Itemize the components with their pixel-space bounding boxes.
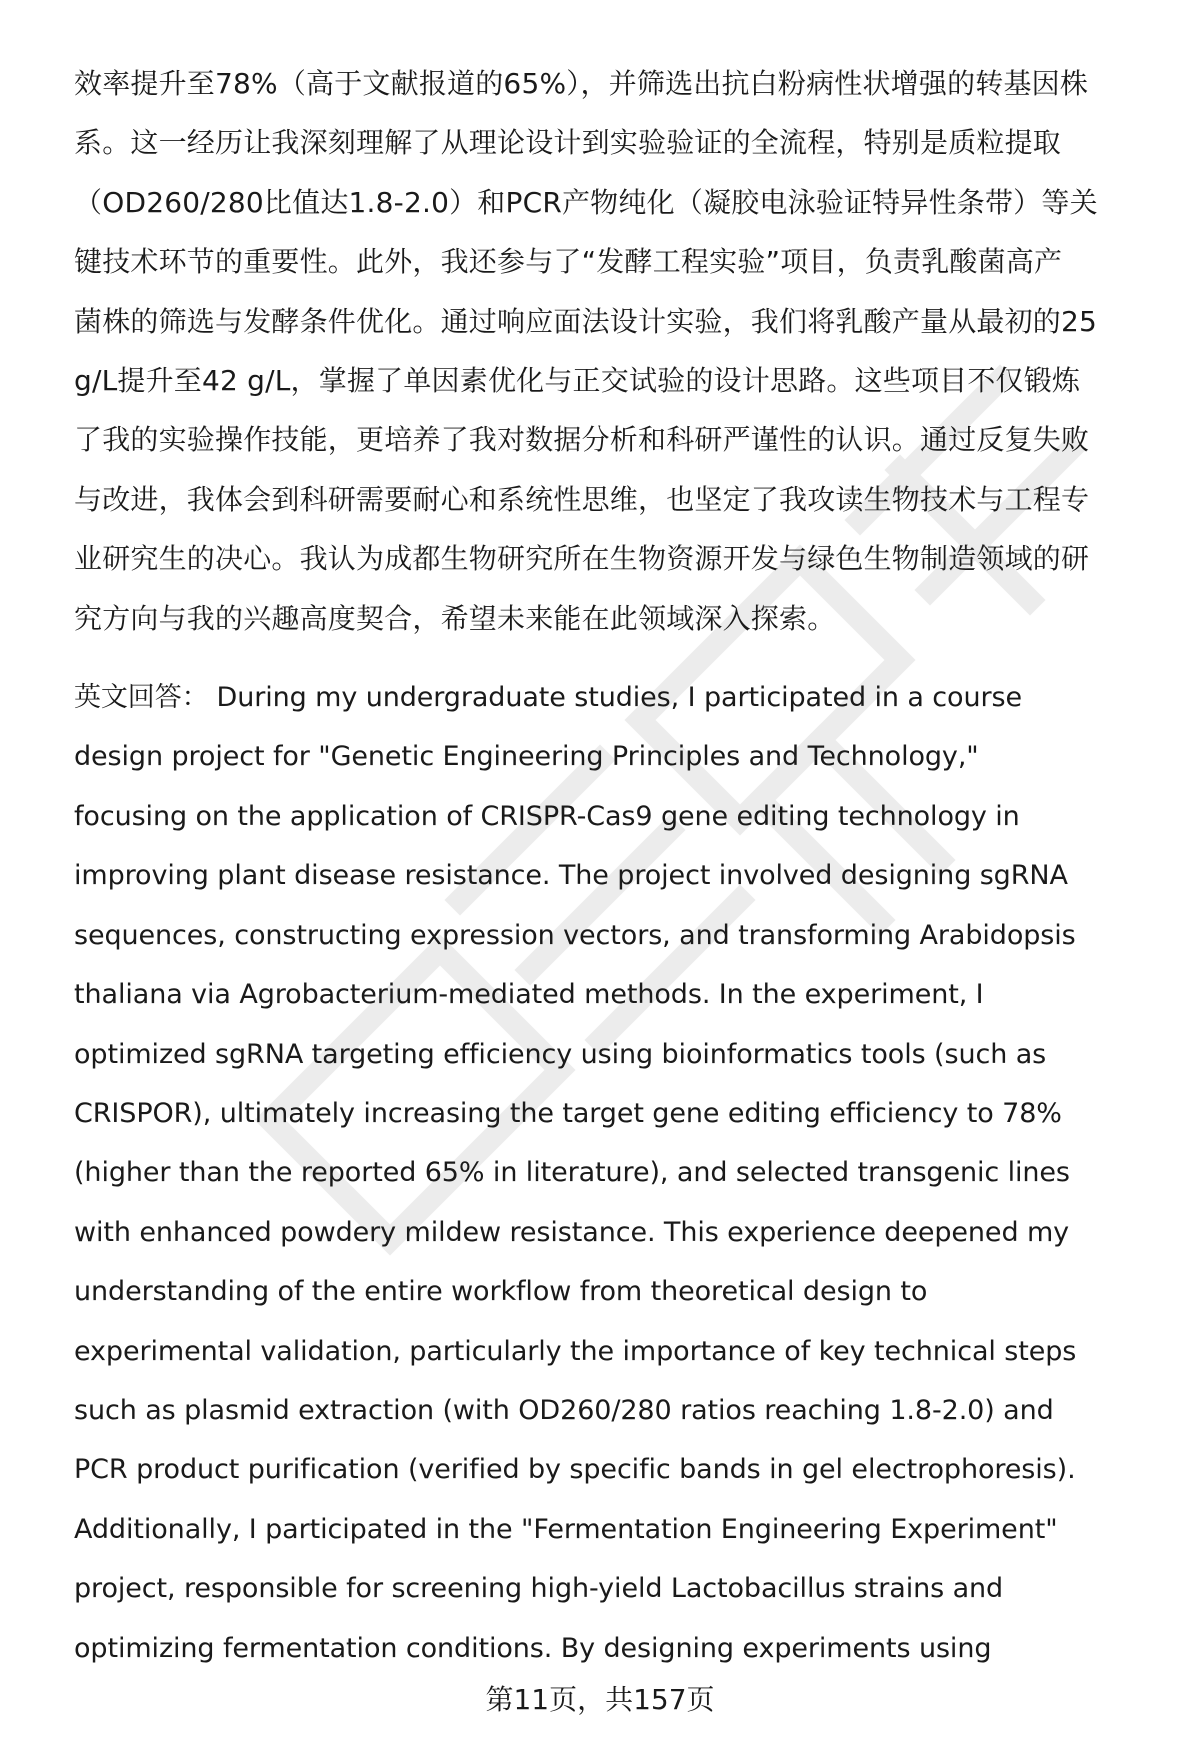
- text-line: experimental validation, particularly the importance of key technical steps: [74, 1335, 1077, 1367]
- chinese-answer-paragraph: [74, 54, 1154, 648]
- text-line: 键技术环节的重要性。此外，我还参与了“发酵工程实验”项目，负责乳酸菌高产: [74, 245, 1063, 279]
- text-line: 菌株的筛选与发酵条件优化。通过响应面法设计实验，我们将乳酸产量从最初的25: [74, 304, 1098, 338]
- text-line: optimized sgRNA targeting efficiency using bioinformatics tools (such as: [74, 1038, 1047, 1070]
- text-line: focusing on the application of CRISPR-Cas9 gene editing technology in: [74, 800, 1020, 832]
- text-line: 系。这一经历让我深刻理解了从理论设计到实验验证的全流程，特别是质粒提取: [74, 126, 1062, 160]
- english-answer-label: 英文回答：: [74, 682, 209, 714]
- text-line: such as plasmid extraction (with OD260/280 ratios reaching 1.8-2.0) and: [74, 1394, 1054, 1426]
- text-line: with enhanced powdery mildew resistance. This experience deepened my: [74, 1216, 1070, 1248]
- text-line: (higher than the reported 65% in literature), and selected transgenic lines: [74, 1157, 1070, 1189]
- text-line: thaliana via Agrobacterium-mediated methods. In the experiment, I: [74, 979, 984, 1011]
- text-line-first: [74, 668, 1154, 727]
- text-line: optimizing fermentation conditions. By designing experiments using: [74, 1632, 992, 1664]
- page-number-footer: 第11页，共157页: [485, 1683, 715, 1716]
- text-line: 究方向与我的兴趣高度契合，希望未来能在此领域深入探索。: [74, 601, 836, 635]
- text-line: g/L提升至42 g/L，掌握了单因素优化与正交试验的设计思路。这些项目不仅锻炼: [74, 364, 1081, 398]
- text-line: sequences, constructing expression vectors, and transforming Arabidopsis: [74, 919, 1076, 951]
- text-line: project, responsible for screening high-yield Lactobacillus strains and: [74, 1573, 1004, 1605]
- text-line: CRISPOR), ultimately increasing the target gene editing efficiency to 78%: [74, 1097, 1062, 1129]
- english-first-line: During my undergraduate studies, I participated in a course: [216, 682, 1022, 714]
- text-line: 与改进，我体会到科研需要耐心和系统性思维，也坚定了我攻读生物技术与工程专: [74, 482, 1090, 516]
- text-line: understanding of the entire workflow from theoretical design to: [74, 1276, 928, 1308]
- english-answer-paragraph: [74, 668, 1154, 1678]
- text-line: 了我的实验操作技能，更培养了我对数据分析和科研严谨性的认识。通过反复失败: [74, 423, 1090, 457]
- text-line: improving plant disease resistance. The project involved designing sgRNA: [74, 860, 1068, 892]
- text-line: Additionally, I participated in the "Fermentation Engineering Experiment": [74, 1513, 1058, 1545]
- text-line: （OD260/280比值达1.8-2.0）和PCR产物纯化（凝胶电泳验证特异性条带）等关: [74, 185, 1098, 219]
- text-line: 效率提升至78%（高于文献报道的65%），并筛选出抗白粉病性状增强的转基因株: [74, 67, 1089, 100]
- document-body: [74, 54, 1154, 1678]
- text-line: design project for "Genetic Engineering Principles and Technology,": [74, 741, 979, 773]
- text-line: PCR product purification (verified by specific bands in gel electrophoresis).: [74, 1454, 1076, 1486]
- text-line: 业研究生的决心。我认为成都生物研究所在生物资源开发与绿色生物制造领域的研: [74, 542, 1090, 576]
